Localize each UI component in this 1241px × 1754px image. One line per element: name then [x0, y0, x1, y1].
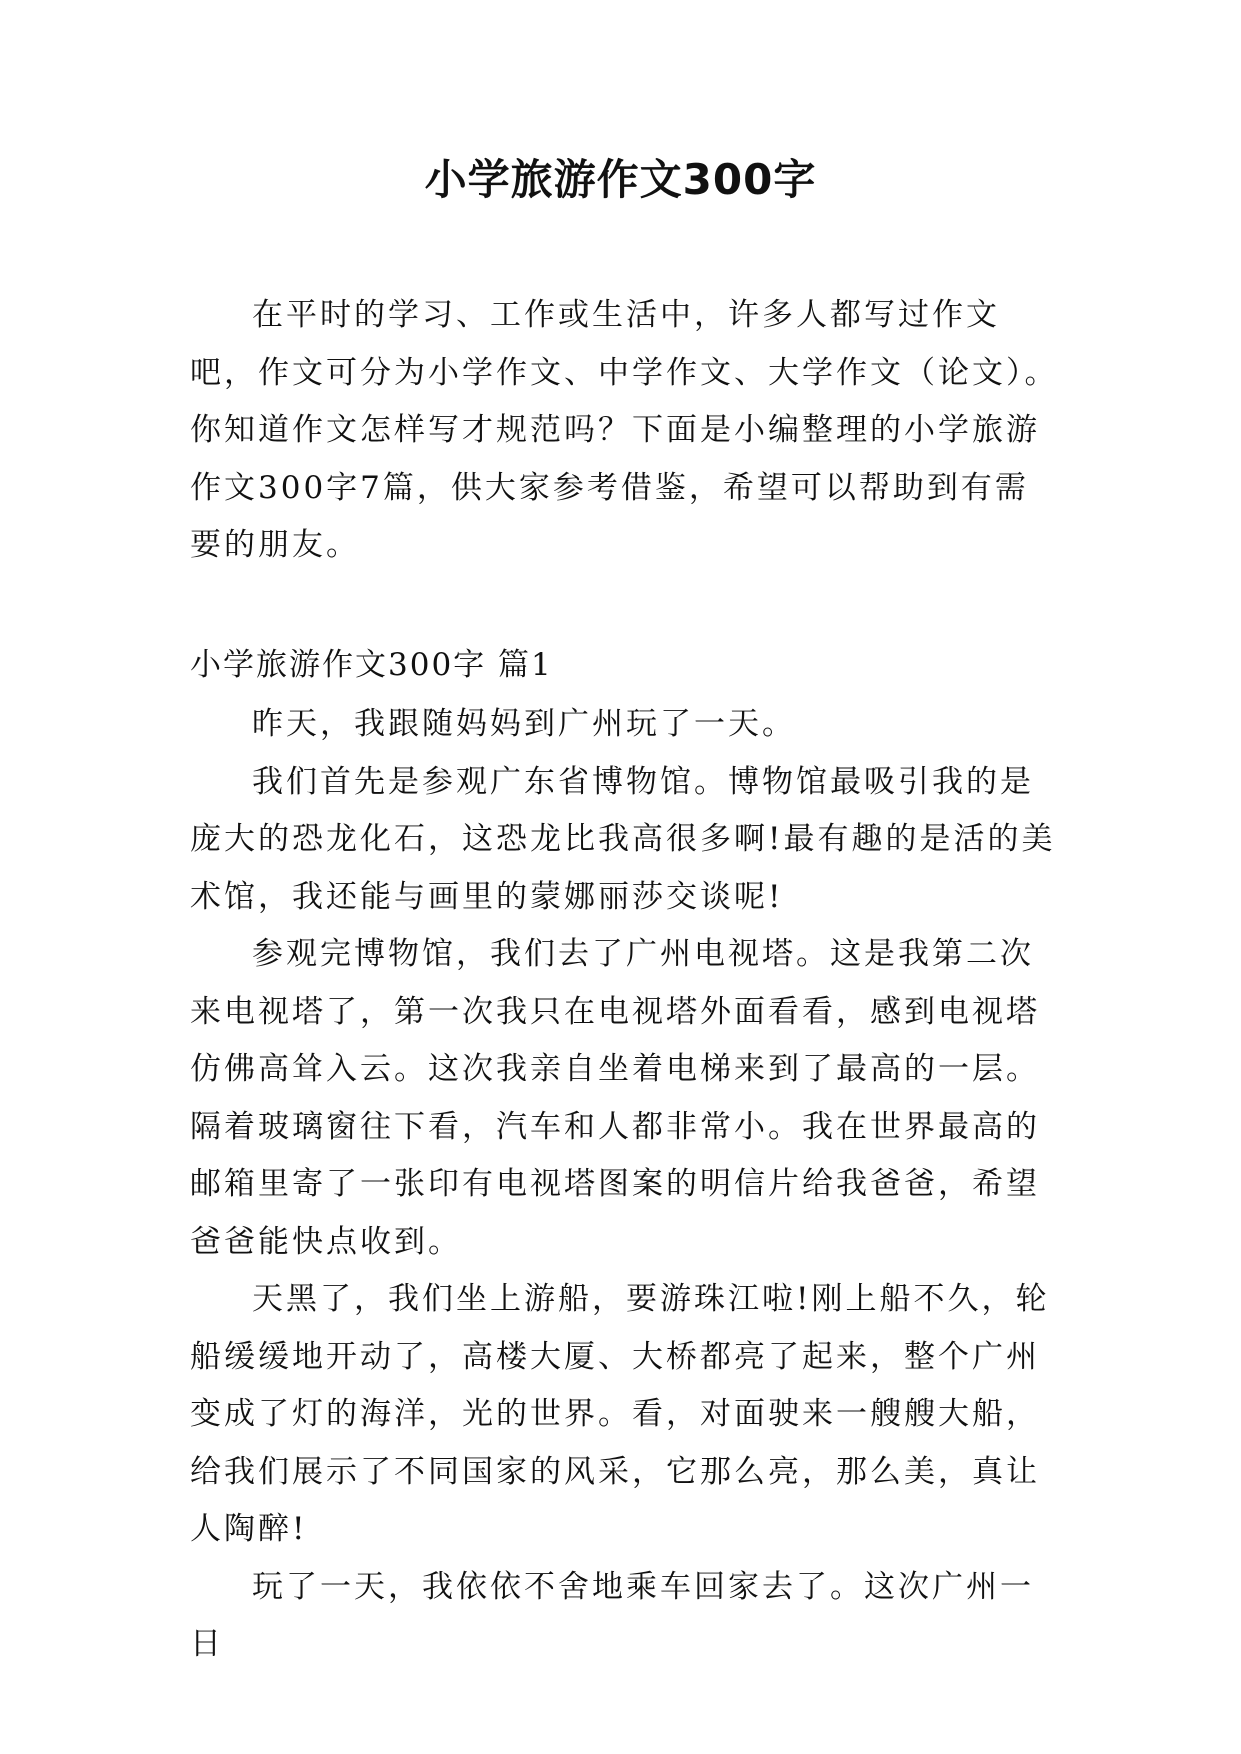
essay-paragraph: 玩了一天，我依依不舍地乘车回家去了。这次广州一日 — [190, 1568, 1034, 1662]
essay-body — [190, 696, 1060, 1674]
section-heading: 小学旅游作文300字 篇1 — [190, 647, 553, 683]
essay-paragraph: 参观完博物馆，我们去了广州电视塔。这是我第二次来电视塔了，第一次我只在电视塔外面看看，感到电视塔仿佛高耸入云。这次我亲自坐着电梯来到了最高的一层。隔着玻璃窗往下看，汽车和人都非常小。我在世界最高的邮箱里寄了一张印有电视塔图案的明信片给我爸爸，希望爸爸能快点收到。 — [190, 936, 1040, 1260]
document-title: 小学旅游作文300字 — [424, 155, 817, 204]
essay-paragraph: 我们首先是参观广东省博物馆。博物馆最吸引我的是庞大的恐龙化石，这恐龙比我高很多啊!最有趣的是活的美术馆，我还能与画里的蒙娜丽莎交谈呢! — [190, 763, 1056, 915]
intro-block — [190, 287, 1060, 575]
essay-paragraph: 昨天，我跟随妈妈到广州玩了一天。 — [252, 706, 796, 742]
essay-paragraph: 天黑了，我们坐上游船，要游珠江啦!刚上船不久，轮船缓缓地开动了，高楼大厦、大桥都亮了起来，整个广州变成了灯的海洋，光的世界。看，对面驶来一艘艘大船，给我们展示了不同国家的风采，它那么亮，那么美，真让人陶醉! — [190, 1281, 1050, 1547]
intro-paragraph: 在平时的学习、工作或生活中，许多人都写过作文吧，作文可分为小学作文、中学作文、大学作文（论文）。你知道作文怎样写才规范吗？下面是小编整理的小学旅游作文300字7篇，供大家参考借鉴，希望可以帮助到有需要的朋友。 — [190, 297, 1059, 563]
